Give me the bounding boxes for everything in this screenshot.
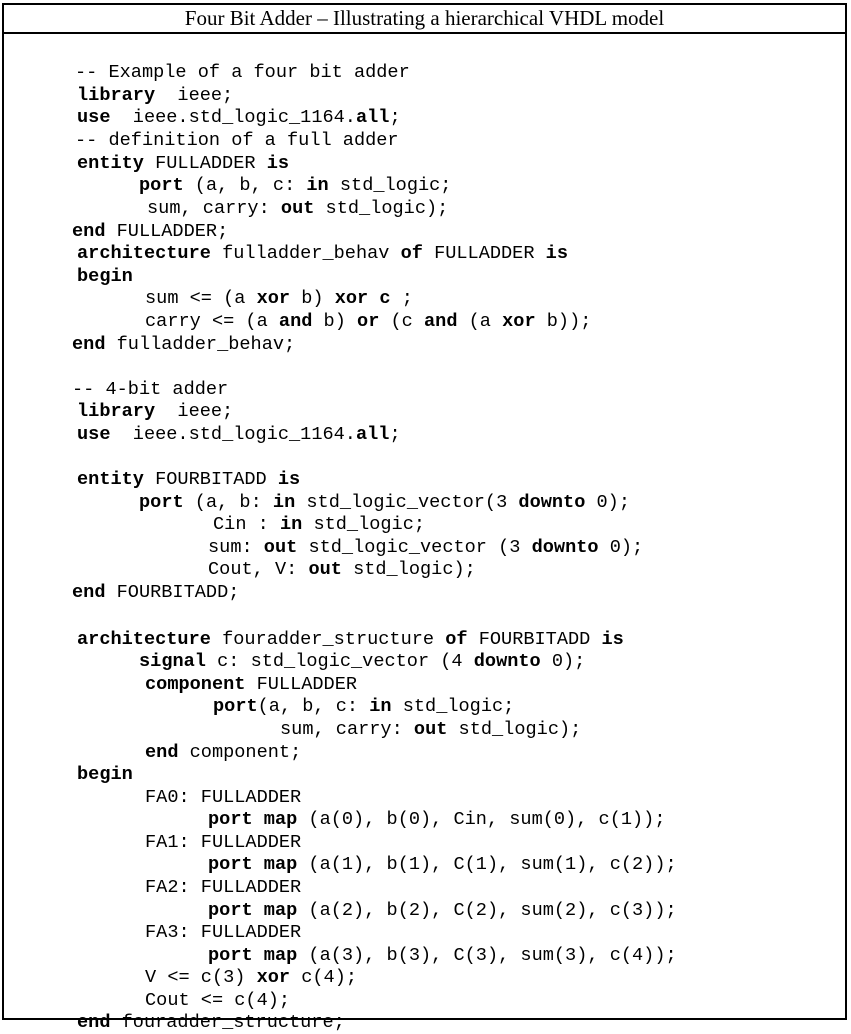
keyword: begin [77, 764, 133, 785]
code-text: 0); [540, 651, 586, 672]
code-text: 0); [585, 492, 630, 513]
code-text: FA2: FULLADDER [145, 877, 302, 898]
code-text: std_logic_vector (3 [297, 537, 532, 558]
code-text: component; [178, 742, 302, 763]
code-line [77, 1012, 345, 1034]
keyword: component [145, 674, 246, 695]
keyword: is [545, 243, 568, 264]
code-listing-box [2, 3, 847, 1033]
keyword: c [379, 288, 391, 309]
keyword: end [72, 221, 106, 242]
code-line [208, 559, 476, 581]
keyword: in [279, 514, 303, 535]
keyword: and [278, 311, 313, 332]
code-line [75, 62, 410, 84]
code-line [208, 809, 665, 831]
code-line [147, 198, 448, 220]
keyword: port [139, 175, 184, 196]
code-text: (a(1), b(1), C(1), sum(1), c(2)); [297, 854, 677, 875]
code-text: fulladder_behav; [105, 334, 296, 355]
keyword: architecture [77, 629, 211, 650]
keyword: end [145, 742, 179, 763]
code-line [139, 651, 585, 673]
code-line [77, 243, 568, 265]
keyword: out [263, 537, 298, 558]
code-text: std_logic; [302, 514, 426, 535]
keyword: xor [256, 967, 291, 988]
keyword: library [77, 85, 156, 106]
code-text: b) [312, 311, 358, 332]
code-text: (c [379, 311, 424, 332]
code-text: (a [457, 311, 503, 332]
code-line [77, 764, 133, 786]
keyword: xor [334, 288, 369, 309]
keyword: downto [518, 492, 586, 513]
code-text: ; [389, 424, 401, 445]
code-line [145, 674, 357, 696]
code-line [145, 288, 413, 310]
keyword: use [77, 107, 111, 128]
code-text: FULLADDER; [105, 221, 229, 242]
code-line [77, 469, 300, 491]
keyword: xor [256, 288, 291, 309]
code-line [145, 832, 301, 854]
code-text: (a(0), b(0), Cin, sum(0), c(1)); [297, 809, 666, 830]
code-text: std_logic); [447, 719, 582, 740]
keyword: xor [502, 311, 536, 332]
code-text: V <= c(3) [145, 967, 257, 988]
code-text: FULLADDER [245, 674, 358, 695]
keyword: in [369, 696, 392, 717]
code-text: FULLADDER [143, 153, 267, 174]
keyword: entity [77, 153, 144, 174]
keyword: or [357, 311, 380, 332]
keyword: architecture [77, 243, 211, 264]
keyword: port map [208, 945, 298, 966]
code-line [208, 945, 677, 967]
code-line [77, 424, 401, 446]
code-text: fulladder_behav [210, 243, 401, 264]
code-text: carry <= (a [145, 311, 279, 332]
code-text: ieee; [155, 85, 234, 106]
code-text: FA3: FULLADDER [145, 922, 302, 943]
keyword: of [445, 629, 468, 650]
code-line [145, 742, 301, 764]
code-text: FOURBITADD; [105, 582, 240, 603]
code-line [75, 130, 399, 152]
keyword: end [72, 334, 106, 355]
code-text: ieee; [155, 401, 234, 422]
code-line [77, 153, 289, 175]
code-text: sum, carry: [147, 198, 281, 219]
code-text: Cin : [213, 514, 280, 535]
code-line [77, 107, 401, 129]
code-line [77, 401, 233, 423]
code-text: (a, b, c: [257, 696, 370, 717]
code-text: (a(2), b(2), C(2), sum(2), c(3)); [297, 900, 677, 921]
keyword: end [77, 1012, 111, 1033]
keyword: library [77, 401, 156, 422]
keyword: end [72, 582, 106, 603]
code-line [208, 900, 677, 922]
code-text: FULLADDER [422, 243, 546, 264]
code-text: Cout, V: [208, 559, 309, 580]
code-line [77, 629, 624, 651]
code-line [72, 334, 295, 356]
code-line [77, 266, 133, 288]
code-line [77, 85, 233, 107]
code-text: (a, b: [183, 492, 273, 513]
keyword: downto [531, 537, 599, 558]
keyword: port map [208, 809, 298, 830]
keyword: out [308, 559, 342, 580]
code-text [368, 288, 379, 309]
keyword: out [280, 198, 315, 219]
code-line [208, 537, 643, 559]
keyword: downto [473, 651, 541, 672]
code-text: FOURBITADD [467, 629, 602, 650]
keyword: use [77, 424, 111, 445]
keyword: port [213, 696, 258, 717]
keyword: is [266, 153, 290, 174]
keyword: signal [139, 651, 206, 672]
code-text: sum, carry: [280, 719, 414, 740]
listing-title: Four Bit Adder – Illustrating a hierarchical VHDL model [4, 5, 845, 34]
keyword: out [413, 719, 448, 740]
code-text: ; [389, 107, 401, 128]
keyword: begin [77, 266, 133, 287]
keyword: port map [208, 854, 298, 875]
code-line [139, 175, 451, 197]
keyword: port map [208, 900, 298, 921]
code-text: ; [390, 288, 413, 309]
code-line [213, 696, 514, 718]
keyword: in [306, 175, 329, 196]
code-text: FA0: FULLADDER [145, 787, 302, 808]
code-line [280, 719, 581, 741]
keyword: all [355, 424, 390, 445]
code-text: -- definition of a full adder [75, 130, 399, 151]
code-line [72, 379, 228, 401]
code-text: b) [290, 288, 335, 309]
code-line [145, 967, 357, 989]
code-text: c: std_logic_vector (4 [205, 651, 474, 672]
code-text: sum: [208, 537, 264, 558]
keyword: is [277, 469, 301, 490]
code-text: std_logic); [314, 198, 449, 219]
code-line [145, 877, 301, 899]
code-line [139, 492, 630, 514]
keyword: of [400, 243, 423, 264]
keyword: port [139, 492, 184, 513]
code-line [208, 854, 677, 876]
code-line [72, 221, 228, 243]
code-line [145, 787, 301, 809]
code-text: FA1: FULLADDER [145, 832, 302, 853]
keyword: in [272, 492, 296, 513]
code-line [145, 922, 301, 944]
code-text: (a, b, c: [183, 175, 307, 196]
code-text: Cout <= c(4); [145, 990, 291, 1011]
code-line [145, 990, 290, 1012]
code-text: (a(3), b(3), C(3), sum(3), c(4)); [297, 945, 677, 966]
code-text: std_logic_vector(3 [295, 492, 519, 513]
keyword: is [601, 629, 624, 650]
code-text: c(4); [290, 967, 358, 988]
code-text: std_logic; [328, 175, 452, 196]
code-text: -- 4-bit adder [72, 379, 229, 400]
code-text: std_logic); [341, 559, 476, 580]
code-text: std_logic; [391, 696, 515, 717]
code-text: b)); [535, 311, 592, 332]
code-line [145, 311, 591, 333]
keyword: entity [77, 469, 144, 490]
keyword: all [355, 107, 390, 128]
code-text: fouradder_structure; [110, 1012, 345, 1033]
code-text: 0); [598, 537, 644, 558]
code-text: FOURBITADD [143, 469, 278, 490]
code-text: -- Example of a four bit adder [75, 62, 410, 83]
code-text: ieee.std_logic_1164. [110, 107, 356, 128]
code-text: fouradder_structure [210, 629, 446, 650]
keyword: and [424, 311, 458, 332]
code-line [72, 582, 239, 604]
code-text: ieee.std_logic_1164. [110, 424, 356, 445]
code-text: sum <= (a [145, 288, 257, 309]
code-line [213, 514, 425, 536]
